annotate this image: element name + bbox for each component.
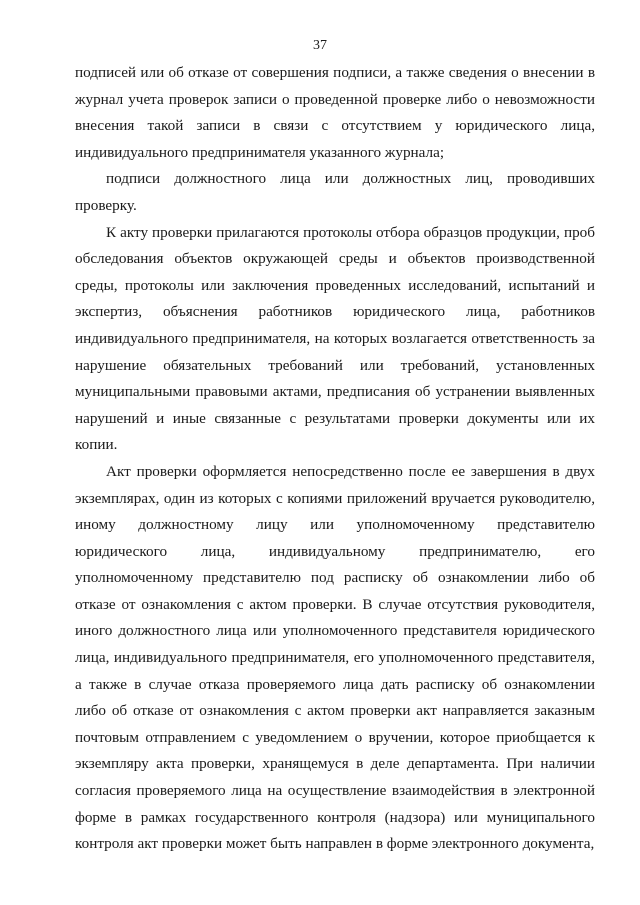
paragraph-act-execution: Акт проверки оформляется непосредственно после ее завершения в двух экземплярах, один из которых с копиями приложений вручается руководителю, иному должностному лицу или уполномоченному представителю юридического лица, индивидуальному предпринимателю, его уполномоченному представителю под расписку об ознакомлении либо об отказе от ознакомления с актом проверки. В случае отсутствия руководителя, иного должностного лица или уполномоченного представителя юридического лица, индивидуального предпринимателя, его уполномоченного представителя, а также в случае отказа проверяемого лица дать расписку об ознакомлении либо об отказе от ознакомления с актом проверки акт направляется заказным почтовым отправлением с уведомлением о вручении, которое приобщается к экземпляру акта проверки, хранящемуся в деле департамента. При наличии согласия проверяемого лица на осуществление взаимодействия в электронной форме в рамках государственного контроля (надзора) или муниципального контроля акт проверки может быть направлен в форме электронного документа,: [75, 462, 595, 853]
page-number: 37: [313, 38, 327, 53]
paragraph-act-attachments: К акту проверки прилагаются протоколы отбора образцов продукции, проб обследования объектов окружающей среды и объектов производственной среды, протоколы или заключения проведенных исследований, испытаний и экспертиз, объяснения работников юридического лица, работников индивидуального предпринимателя, на которых возлагается ответственность за нарушение обязательных требований или требований, установленных муниципальными правовыми актами, предписания об устранении выявленных нарушений и иные связанные с результатами проверки документы или их копии.: [75, 223, 595, 454]
paragraph-signatures-continuation: подписей или об отказе от совершения подписи, а также сведения о внесении в журнал учета проверок записи о проведенной проверке либо о невозможности внесения такой записи в связи с отсутствием у юридического лица, индивидуального предпринимателя указанного журнала;: [75, 64, 595, 161]
paragraph-official-signatures: подписи должностного лица или должностных лиц, проводивших проверку.: [75, 170, 595, 214]
document-body: [75, 60, 595, 858]
